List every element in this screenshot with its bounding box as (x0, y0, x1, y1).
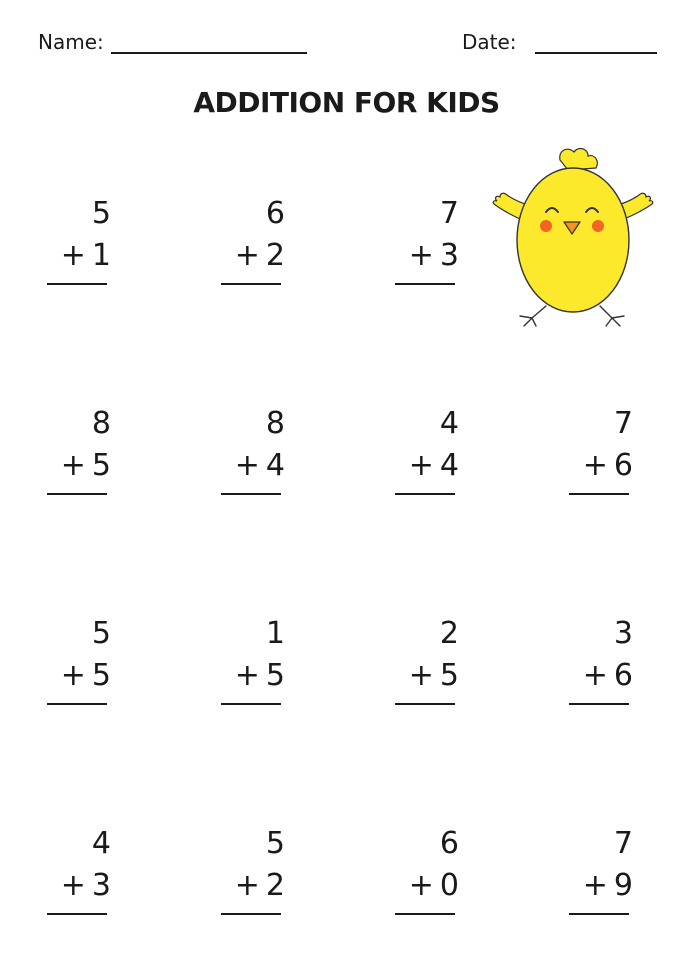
plus-sign: + (408, 868, 434, 903)
problem-top-number: 5 (91, 196, 111, 231)
answer-line[interactable] (395, 703, 455, 705)
plus-sign: + (234, 448, 260, 483)
problem-bottom-number: 1 (91, 238, 111, 273)
answer-line[interactable] (221, 283, 281, 285)
problem-bottom-number: 5 (91, 448, 111, 483)
answer-line[interactable] (221, 913, 281, 915)
problem-bottom-number: 6 (613, 448, 633, 483)
plus-sign: + (60, 448, 86, 483)
problem-bottom-number: 6 (613, 658, 633, 693)
problem-top-number: 3 (613, 616, 633, 651)
problem-bottom-number: 3 (91, 868, 111, 903)
problem-top-number: 7 (613, 406, 633, 441)
problem-3 (395, 197, 465, 297)
answer-line[interactable] (395, 493, 455, 495)
problem-bottom-number: 2 (265, 868, 285, 903)
plus-sign: + (234, 658, 260, 693)
problem-14 (395, 827, 465, 927)
problem-10 (395, 617, 465, 717)
page-title: ADDITION FOR KIDS (193, 86, 500, 119)
problem-top-number: 7 (613, 826, 633, 861)
plus-sign: + (408, 448, 434, 483)
answer-line[interactable] (47, 493, 107, 495)
problem-bottom-number: 5 (91, 658, 111, 693)
problem-bottom-number: 4 (439, 448, 459, 483)
plus-sign: + (60, 868, 86, 903)
date-field[interactable] (535, 52, 657, 54)
plus-sign: + (408, 238, 434, 273)
problem-5 (221, 407, 291, 507)
plus-sign: + (408, 658, 434, 693)
problem-bottom-number: 5 (439, 658, 459, 693)
problem-6 (395, 407, 465, 507)
problem-top-number: 6 (265, 196, 285, 231)
problem-top-number: 6 (439, 826, 459, 861)
problem-bottom-number: 5 (265, 658, 285, 693)
problem-8 (47, 617, 117, 717)
problem-7 (569, 407, 639, 507)
plus-sign: + (582, 868, 608, 903)
answer-line[interactable] (395, 283, 455, 285)
problem-bottom-number: 0 (439, 868, 459, 903)
problem-12 (47, 827, 117, 927)
date-label: Date: (462, 30, 517, 54)
problem-11 (569, 617, 639, 717)
answer-line[interactable] (569, 913, 629, 915)
problem-top-number: 5 (265, 826, 285, 861)
answer-line[interactable] (47, 913, 107, 915)
problem-bottom-number: 4 (265, 448, 285, 483)
chick-icon (488, 140, 658, 330)
problem-1 (47, 197, 117, 297)
name-label: Name: (38, 30, 104, 54)
problem-2 (221, 197, 291, 297)
answer-line[interactable] (221, 493, 281, 495)
problem-top-number: 8 (265, 406, 285, 441)
problem-top-number: 1 (265, 616, 285, 651)
problem-bottom-number: 9 (613, 868, 633, 903)
problem-top-number: 4 (91, 826, 111, 861)
problem-bottom-number: 2 (265, 238, 285, 273)
plus-sign: + (582, 658, 608, 693)
answer-line[interactable] (47, 283, 107, 285)
plus-sign: + (60, 238, 86, 273)
problem-13 (221, 827, 291, 927)
answer-line[interactable] (47, 703, 107, 705)
name-field[interactable] (111, 52, 307, 54)
answer-line[interactable] (569, 493, 629, 495)
answer-line[interactable] (569, 703, 629, 705)
plus-sign: + (234, 868, 260, 903)
problem-9 (221, 617, 291, 717)
problem-top-number: 7 (439, 196, 459, 231)
problem-15 (569, 827, 639, 927)
problem-top-number: 2 (439, 616, 459, 651)
problem-top-number: 5 (91, 616, 111, 651)
answer-line[interactable] (395, 913, 455, 915)
problem-top-number: 8 (91, 406, 111, 441)
problem-bottom-number: 3 (439, 238, 459, 273)
plus-sign: + (234, 238, 260, 273)
plus-sign: + (60, 658, 86, 693)
answer-line[interactable] (221, 703, 281, 705)
problem-4 (47, 407, 117, 507)
plus-sign: + (582, 448, 608, 483)
problem-top-number: 4 (439, 406, 459, 441)
